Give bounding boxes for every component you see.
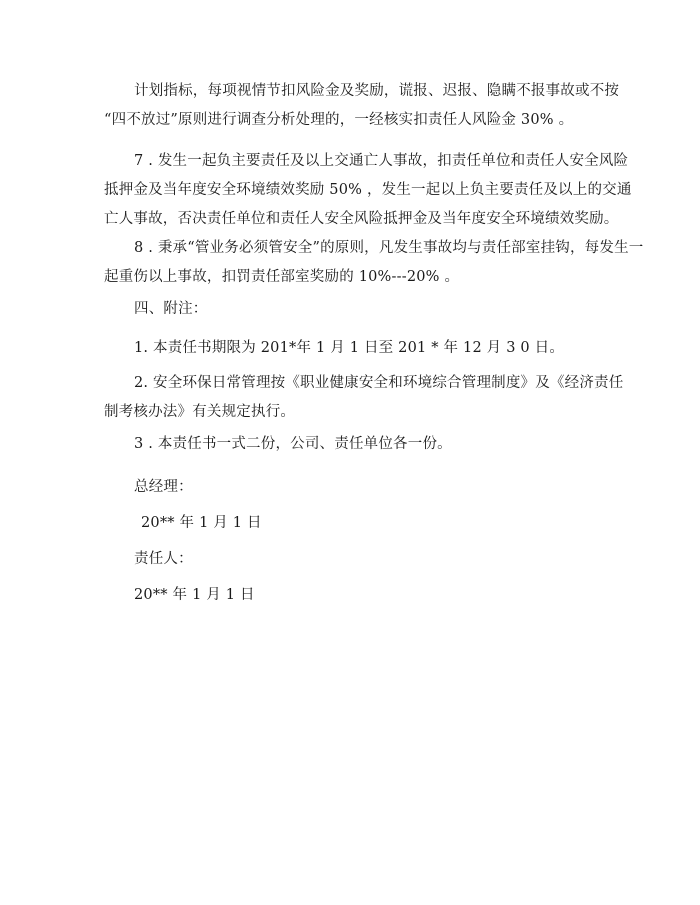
note-3 [104, 430, 604, 459]
text-line: 抵押金及当年度安全环境绩效奖励 50% ，发生一起以上负主要责任及以上的交通 [104, 182, 632, 198]
text-line: “四不放过”原则进行调查分析处理的，一经核实扣责任人风险金 30% 。 [104, 112, 574, 128]
text-line: 亡人事故，否决责任单位和责任人安全风险抵押金及当年度安全环境绩效奖励。 [104, 211, 619, 227]
text-line: 8 . 秉承“管业务必须管安全”的原则，凡发生事故均与责任部室挂钩，每发生一 [134, 240, 644, 256]
signature-label: 总经理： [134, 479, 193, 495]
signature-label: 责任人： [134, 551, 193, 567]
paragraph-8 [104, 234, 644, 292]
signature-general-manager [104, 473, 604, 502]
signature-date: 20** 年 1 月 1 日 [134, 587, 255, 603]
signature-date: 20** 年 1 月 1 日 [141, 515, 262, 531]
note-1 [104, 334, 604, 363]
note-2 [104, 369, 624, 427]
paragraph-7 [104, 147, 632, 234]
section-heading: 四、附注： [134, 301, 208, 317]
text-line: 制考核办法》有关规定执行。 [104, 404, 296, 420]
text-line: 1. 本责任书期限为 201*年 1 月 1 日至 201 * 年 12 月 3 0 日。 [134, 340, 565, 356]
paragraph-continued [104, 77, 620, 135]
text-line: 起重伤以上事故，扣罚责任部室奖励的 10%---20% 。 [104, 269, 460, 285]
text-line: 7 . 发生一起负主要责任及以上交通亡人事故，扣责任单位和责任人安全风险 [134, 153, 629, 169]
section-heading-appendix [104, 295, 604, 324]
text-line: 3 . 本责任书一式二份，公司、责任单位各一份。 [134, 436, 452, 452]
date-general-manager [104, 509, 604, 538]
text-line: 计划指标，每项视情节扣风险金及奖励，谎报、迟报、隐瞒不报事故或不按 [134, 83, 620, 99]
signature-responsible-person [104, 545, 604, 574]
text-line: 2. 安全环保日常管理按《职业健康安全和环境综合管理制度》及《经济责任 [134, 375, 624, 391]
date-responsible-person [104, 581, 604, 610]
